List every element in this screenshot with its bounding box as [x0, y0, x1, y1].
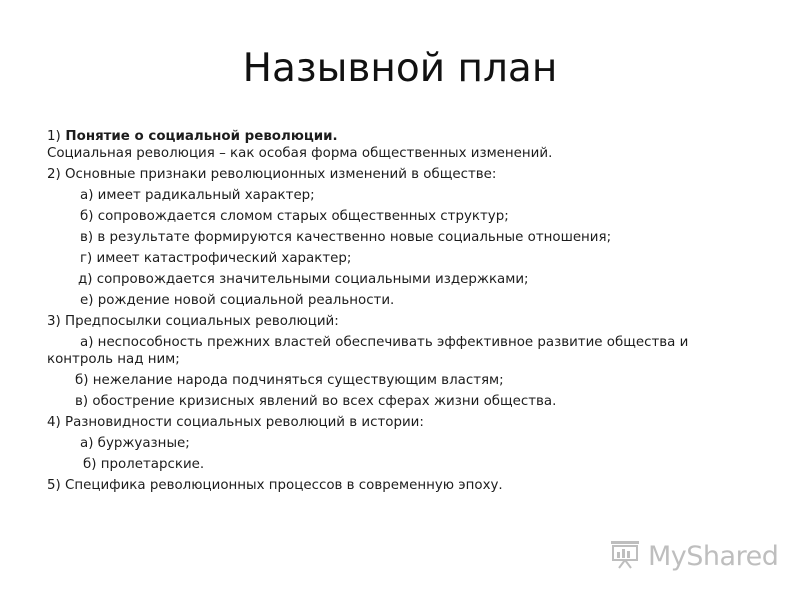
- list-item: а) имеет радикальный характер;: [80, 188, 315, 203]
- list-item: Социальная революция – как особая форма общественных изменений.: [47, 146, 553, 161]
- list-item: [47, 128, 747, 145]
- list-item: 3) Предпосылки социальных революций:: [47, 314, 339, 329]
- list-item: а) неспособность прежних властей обеспечивать эффективное развитие общества и контроль над ним;: [47, 335, 689, 367]
- item-bold-text: Понятие о социальной революции.: [60, 129, 338, 144]
- list-item: а) буржуазные;: [80, 436, 190, 451]
- slide-body: [47, 128, 747, 494]
- list-item: б) нежелание народа подчиняться существующим властям;: [75, 373, 504, 388]
- list-item: б) сопровождается сломом старых общественных структур;: [80, 209, 509, 224]
- item-number: 1): [47, 129, 61, 144]
- slide-title: Назывной план: [242, 46, 558, 91]
- list-item: 2) Основные признаки революционных изменений в обществе:: [47, 167, 497, 182]
- list-item: б) пролетарские.: [83, 457, 205, 472]
- list-item: г) имеет катастрофический характер;: [80, 251, 352, 266]
- list-item: в) обострение кризисных явлений во всех сферах жизни общества.: [75, 394, 557, 409]
- myshared-logo: [608, 536, 778, 576]
- list-item: д) сопровождается значительными социальными издержками;: [78, 272, 529, 287]
- list-item: е) рождение новой социальной реальности.: [80, 293, 395, 308]
- list-item: 4) Разновидности социальных революций в истории:: [47, 415, 424, 430]
- list-item: в) в результате формируются качественно новые социальные отношения;: [80, 230, 612, 245]
- list-item: 5) Специфика революционных процессов в современную эпоху.: [47, 478, 503, 493]
- presentation-board-icon: [608, 537, 642, 576]
- logo-text: MyShared: [648, 540, 779, 572]
